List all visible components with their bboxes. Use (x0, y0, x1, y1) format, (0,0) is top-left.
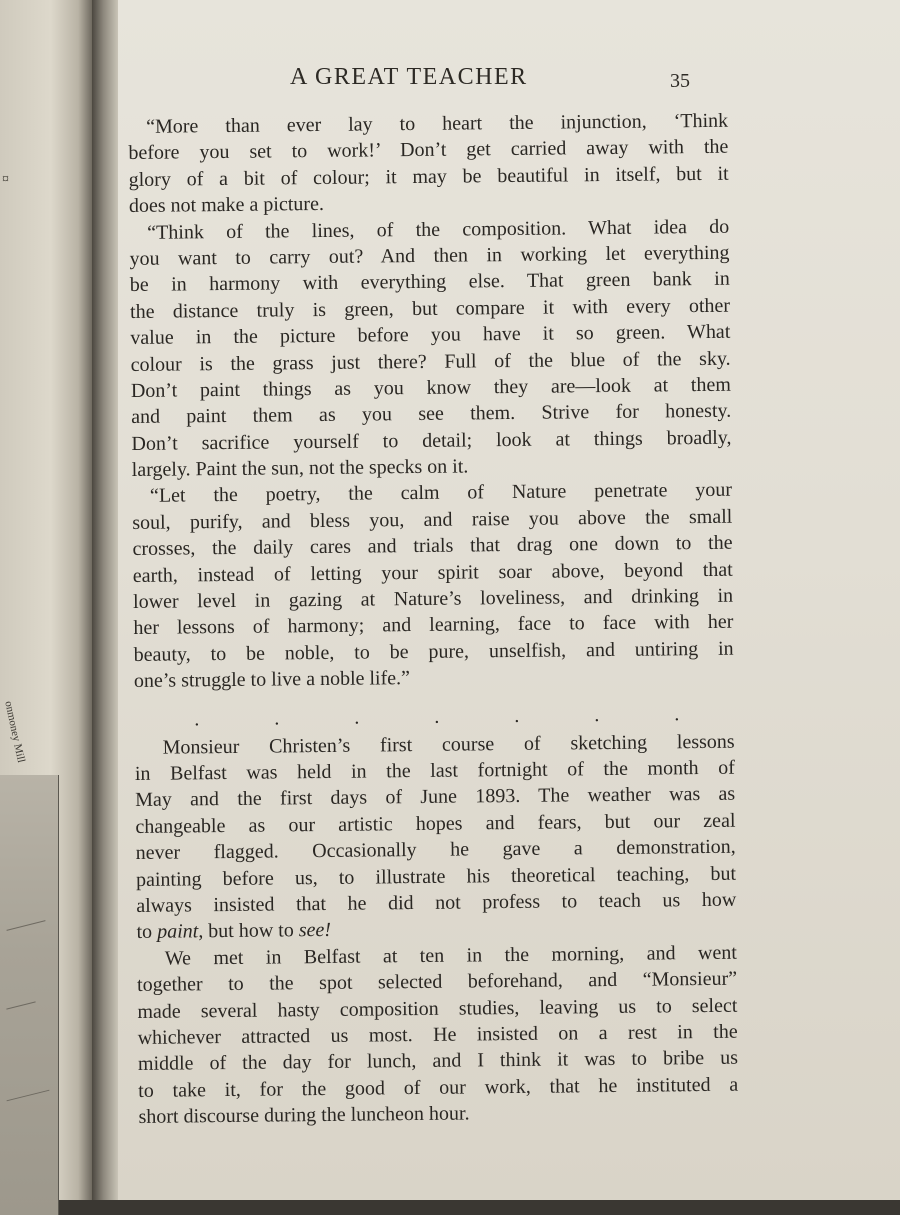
paragraph (137, 939, 739, 1130)
text-line: does not make a picture. (128, 193, 325, 218)
text-line: before you set to work!’ Don’t get carried away with the (128, 136, 729, 165)
page-header (118, 64, 900, 94)
text-line: May and the first days of June 1893. The weather was as (135, 783, 736, 812)
book-gutter (92, 0, 118, 1200)
text-line: largely. Paint the sun, not the specks on it. (131, 455, 469, 482)
text-line: Don’t sacrifice yourself to detail; look at things broadly, (131, 426, 732, 455)
text-line: her lessons of harmony; and learning, face to face with her (133, 611, 734, 640)
text-line: soul, purify, and bless you, and raise you above the small (132, 505, 733, 534)
sketch-line (7, 1090, 50, 1102)
text-line: whichever attracted us most. He insisted on a rest in the (137, 1020, 738, 1049)
section-break: . . . . . . . (194, 702, 680, 730)
text-line: one’s struggle to live a noble life.” (133, 667, 411, 693)
sketch-line (6, 920, 45, 931)
text-line: painting before us, to illustrate his theoretical teaching, but (135, 862, 737, 891)
text-line: and paint them as you see them. Strive for honesty. (131, 399, 732, 429)
text-line: be in harmony with everything else. That green bank in (129, 268, 730, 297)
text-line: never flagged. Occasionally he gave a demonstration, (135, 835, 736, 865)
book-page (118, 0, 900, 1200)
page-text (128, 108, 739, 1131)
text-fragment: to (136, 921, 158, 944)
italic-word: see! (298, 919, 332, 942)
left-facing-page (0, 0, 92, 1200)
page-number: 35 (670, 70, 690, 92)
illustration-plate (0, 775, 59, 1215)
text-line: value in the picture before you have it so green. What (130, 320, 731, 350)
italic-word: paint (157, 920, 199, 944)
text-line: short discourse during the luncheon hour. (138, 1102, 470, 1129)
text-line: you want to carry out? And then in working let everything (129, 241, 730, 270)
text-line: always insisted that he did not profess to teach us how (136, 888, 737, 917)
paragraph (132, 477, 734, 694)
text-line: in Belfast was held in the last fortnight of the month of (134, 756, 735, 785)
text-line: crosses, the daily cares and trials that drag one down to the (132, 531, 733, 561)
text-line: changeable as our artistic hopes and fears, but our zeal (135, 809, 736, 838)
text-line: made several hasty composition studies, leaving us to select (137, 994, 738, 1023)
text-line: earth, instead of letting your spirit soar above, beyond that (132, 558, 733, 587)
text-line: the distance truly is green, but compare it with every other (129, 294, 731, 323)
page-edge-mark: ¤ (2, 172, 9, 187)
text-line: Don’t paint things as you know they are—look at them (130, 373, 731, 402)
text-line: “More than ever lay to heart the injunction, ‘Think (146, 109, 729, 138)
text-line: together to the spot selected beforehand, and “Monsieur” (137, 967, 738, 997)
text-line: “Let the poetry, the calm of Nature penetrate your (149, 479, 733, 508)
paragraph (128, 108, 729, 220)
text-line: glory of a bit of colour; it may be beautiful in itself, but it (128, 162, 729, 191)
text-line: We met in Belfast at ten in the morning, and went (164, 941, 737, 970)
text-line: colour is the grass just there? Full of the blue of the sky. (130, 347, 731, 376)
text-line: Monsieur Christen’s first course of sketching lessons (162, 730, 735, 759)
illustration-caption: onmoney Mill (2, 700, 28, 764)
text-fragment: , but how to (198, 919, 299, 943)
text-line: lower level in gazing at Nature’s loveliness, and drinking in (132, 584, 734, 614)
sketch-line (6, 1001, 35, 1009)
paragraph (129, 213, 732, 483)
text-line: to take it, for the good of our work, that he instituted a (138, 1073, 739, 1102)
text-line: middle of the day for lunch, and I think it was to bribe us (137, 1046, 739, 1076)
text-line: “Think of the lines, of the composition. What idea do (147, 215, 730, 244)
paragraph (134, 728, 736, 945)
running-head: A GREAT TEACHER (290, 64, 528, 90)
text-line: beauty, to be noble, to be pure, unselfish, and untiring in (133, 637, 734, 666)
